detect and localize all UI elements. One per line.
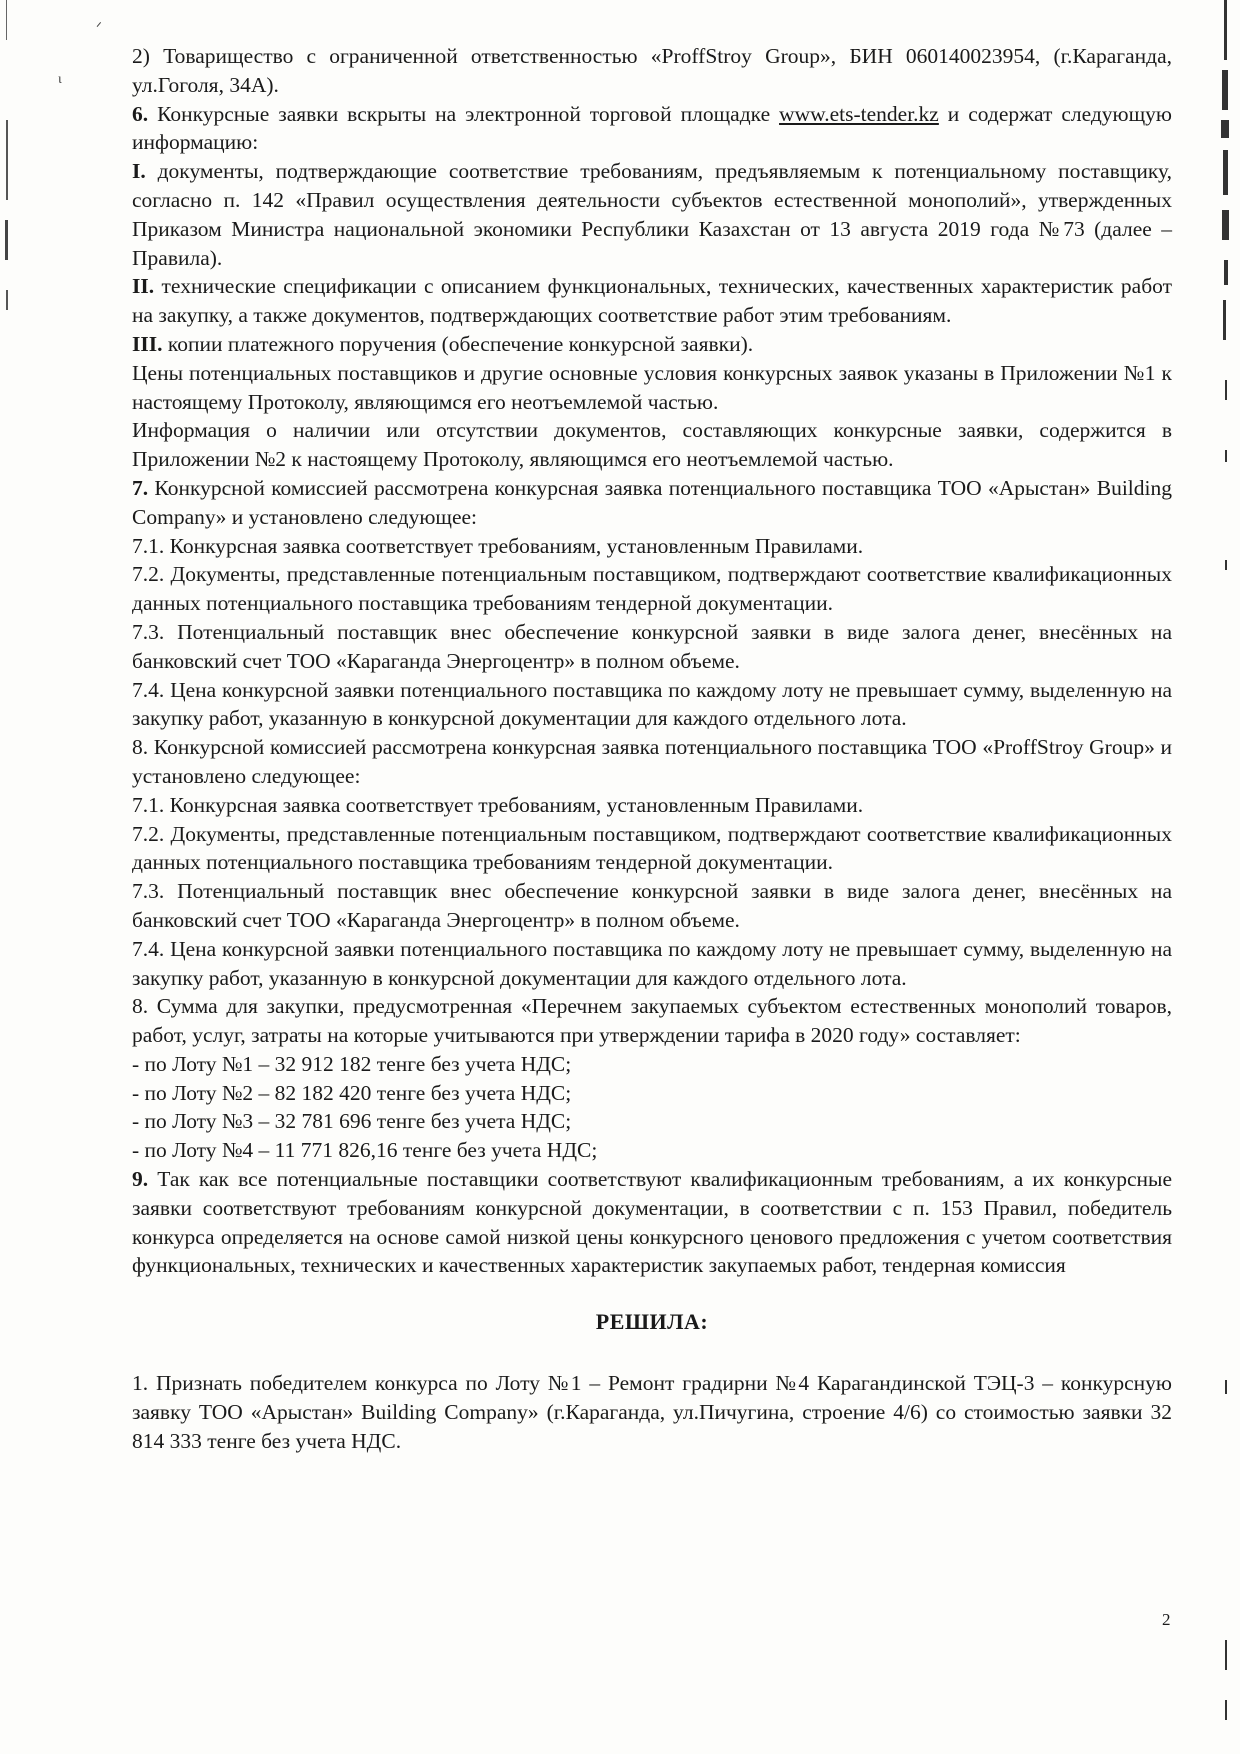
paragraph-number: I. bbox=[132, 159, 146, 184]
paragraph-7-4b: 7.4. Цена конкурсной заявки потенциального поставщика по каждому лоту не превышает сумму, выделенную на закупку работ, указанную в конкурсной документации для каждого отдельного лота. bbox=[132, 936, 1172, 990]
page-number: 2 bbox=[1162, 1610, 1171, 1629]
paragraph-8-review: 8. Конкурсной комиссией рассмотрена конкурсная заявка потенциального поставщика ТОО «ProffStroy Group» и установлено следующее: bbox=[132, 735, 1172, 788]
paragraph-9 bbox=[132, 1165, 1172, 1280]
paragraph-text: Конкурсной комиссией рассмотрена конкурсная заявка потенциального поставщика ТОО «Арыстан» Building Company» и установлено следующее: bbox=[132, 475, 1172, 529]
lot-line-1: - по Лоту №1 – 32 912 182 тенге без учета НДС; bbox=[132, 1051, 572, 1076]
paragraph-text: технические спецификации с описанием функциональных, технических, качественных характеристик работ на закупку, а также документов, подтверждающих соответствие работ этим требованиям. bbox=[132, 274, 1172, 328]
paragraph-number: 9. bbox=[132, 1167, 149, 1192]
paragraph-7-3b: 7.3. Потенциальный поставщик внес обеспечение конкурсной заявки в виде залога денег, внесённых на банковский счет ТОО «Караганда Энергоцентр» в полном объеме. bbox=[132, 879, 1172, 932]
paragraph-supplier-2: 2) Товарищество с ограниченной ответственностью «ProffStroy Group», БИН 060140023954, (г.Караганда, ул.Гоголя, 34А). bbox=[132, 44, 1172, 97]
paragraph-7-1b: 7.1. Конкурсная заявка соответствует требованиям, установленным Правилами. bbox=[132, 792, 864, 817]
decision-1 bbox=[132, 1369, 1172, 1455]
paragraph-I bbox=[132, 157, 1172, 272]
paragraph-7-2: 7.2. Документы, представленные потенциальным поставщиком, подтверждают соответствие квалификационных данных потенциального поставщика требованиям тендерной документации. bbox=[132, 562, 1172, 616]
scan-speck: ɩ bbox=[58, 72, 62, 87]
document-body bbox=[132, 42, 1172, 1455]
paragraph-number: 6. bbox=[132, 101, 149, 126]
tender-site-link[interactable]: www.ets-tender.kz bbox=[779, 101, 939, 126]
paragraph-7-1: 7.1. Конкурсная заявка соответствует требованиям, установленным Правилами. bbox=[132, 533, 864, 558]
lot-line-2: - по Лоту №2 – 82 182 420 тенге без учета НДС; bbox=[132, 1080, 572, 1105]
scan-speck: ᐟ bbox=[96, 21, 102, 36]
paragraph-number: III. bbox=[132, 331, 163, 356]
paragraph-documents-info: Информация о наличии или отсутствии документов, составляющих конкурсные заявки, содержится в Приложении №2 к настоящему Протоколу, являющимся его неотъемлемой частью. bbox=[132, 418, 1172, 472]
paragraph-text: Конкурсные заявки вскрыты на электронной торговой площадке bbox=[148, 101, 780, 126]
paragraph-text: копии платежного поручения (обеспечение конкурсной заявки). bbox=[162, 331, 754, 356]
paragraph-6 bbox=[132, 100, 1172, 158]
paragraph-number: 1. bbox=[132, 1371, 149, 1396]
paragraph-7-2b: 7.2. Документы, представленные потенциальным поставщиком, подтверждают соответствие квалификационных данных потенциального поставщика требованиям тендерной документации. bbox=[132, 821, 1172, 875]
lot-line-3: - по Лоту №3 – 32 781 696 тенге без учета НДС; bbox=[132, 1109, 572, 1134]
paragraph-text: документы, подтверждающие соответствие требованиям, предъявляемым к потенциальному поставщику, согласно п. 142 «Правил осуществления деятельности субъектов естественной монополий», утвержденных Приказом Министра национальной экономики Республики Казахстан от 13 августа 2019 года №73 (далее – Правила). bbox=[132, 159, 1172, 270]
paragraph-7-4: 7.4. Цена конкурсной заявки потенциального поставщика по каждому лоту не превышает сумму, выделенную на закупку работ, указанную в конкурсной документации для каждого отдельного лота. bbox=[132, 677, 1172, 731]
paragraph-7-3: 7.3. Потенциальный поставщик внес обеспечение конкурсной заявки в виде залога денег, внесённых на банковский счет ТОО «Караганда Энергоцентр» в полном объеме. bbox=[132, 619, 1172, 673]
paragraph-II bbox=[132, 272, 1172, 330]
paragraph-III bbox=[132, 330, 1172, 359]
lot-line-4: - по Лоту №4 – 11 771 826,16 тенге без учета НДС; bbox=[132, 1138, 598, 1163]
paragraph-number: 7. bbox=[132, 475, 149, 500]
paragraph-8-sum: 8. Сумма для закупки, предусмотренная «Перечнем закупаемых субъектом естественных монополий товаров, работ, услуг, затраты на которые учитываются при утверждении тарифа в 2020 году» составляет: bbox=[132, 994, 1172, 1048]
paragraph-prices: Цены потенциальных поставщиков и другие основные условия конкурсных заявок указаны в Приложении №1 к настоящему Протоколу, являющимся его неотъемлемой частью. bbox=[132, 360, 1172, 414]
paragraph-7 bbox=[132, 474, 1172, 532]
paragraph-text: Так как все потенциальные поставщики соответствуют квалификационным требованиям, а их конкурсные заявки соответствуют требованиям конкурсной документации, в соответствии с п. 153 Правил, победитель конкурса определяется на основе самой низкой цены конкурсного ценового предложения с учетом соответствия функциональных, технических и качественных характеристик закупаемых работ, тендерная комиссия bbox=[132, 1167, 1172, 1278]
decision-heading: РЕШИЛА: bbox=[595, 1309, 709, 1335]
paragraph-number: II. bbox=[132, 274, 155, 299]
paragraph-text: и содержат следующую информацию: bbox=[132, 101, 1172, 155]
scan-edge-left bbox=[4, 0, 14, 1754]
paragraph-text: Признать победителем конкурса по Лоту №1 – Ремонт градирни №4 Карагандинской ТЭЦ-3 – конкурсную заявку ТОО «Арыстан» Building Company» (г.Караганда, ул.Пичугина, строение 4/6) со стоимостью заявки 32 814 333 тенге без учета НДС. bbox=[132, 1371, 1172, 1453]
scan-edge-right bbox=[1220, 0, 1232, 1754]
